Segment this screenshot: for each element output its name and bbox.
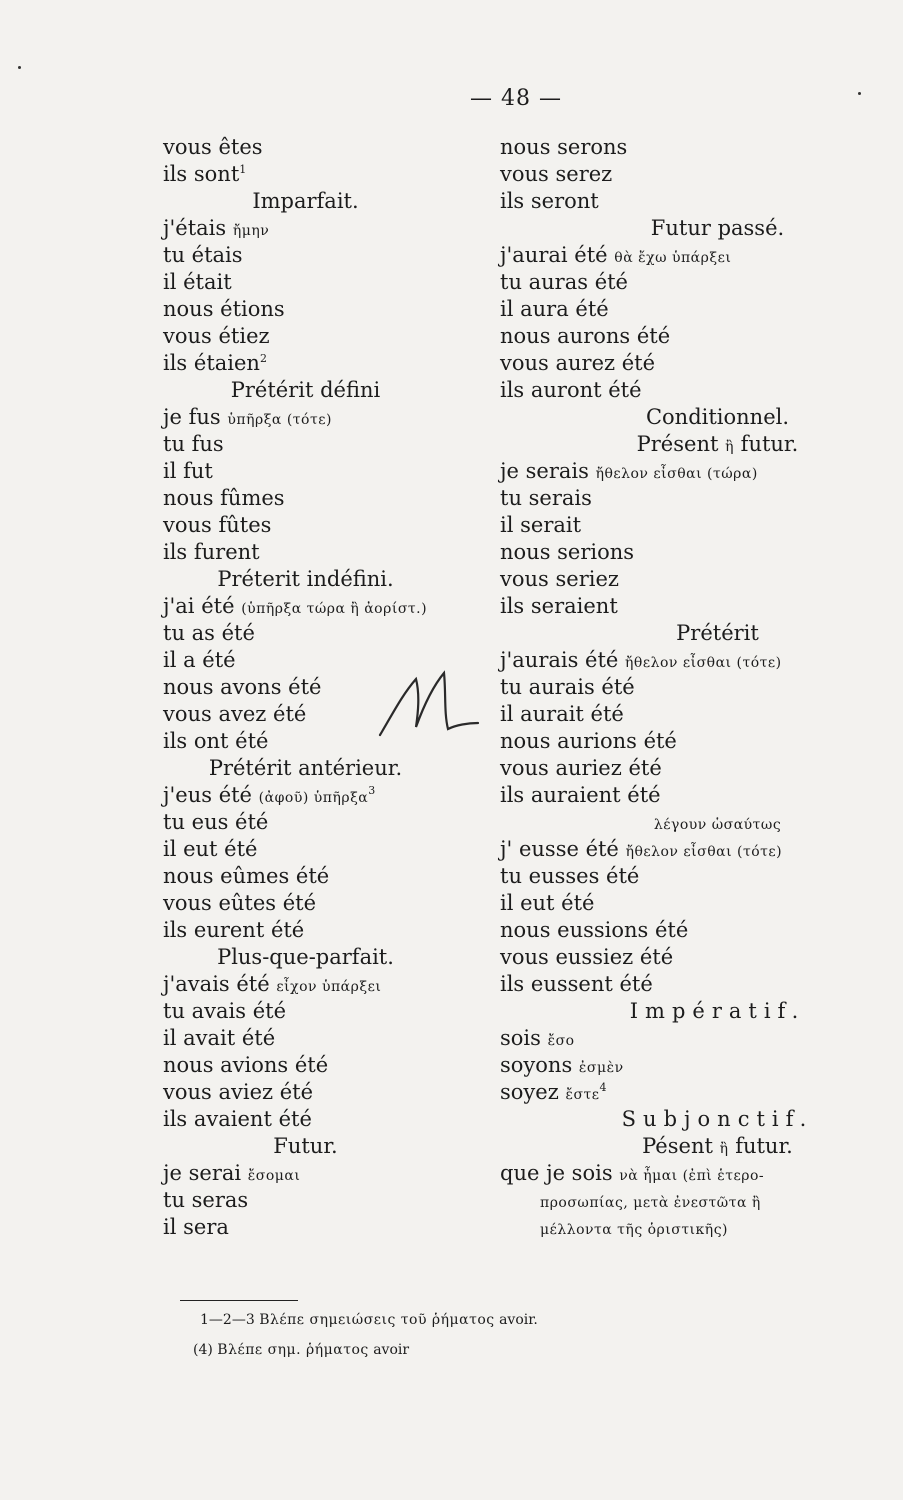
conjugation-line — [500, 377, 880, 404]
section-heading — [163, 188, 543, 215]
french-text: il sera — [163, 1215, 229, 1239]
conjugation-line — [163, 1214, 543, 1241]
greek-continuation — [500, 1187, 880, 1214]
conjugation-line — [163, 836, 543, 863]
greek-translation: ἤθελον εἶσθαι (τότε) — [625, 655, 782, 671]
section-heading — [163, 944, 543, 971]
section-heading — [500, 215, 880, 242]
conjugation-line — [500, 674, 880, 701]
conjugation-line — [163, 134, 543, 161]
conjugation-line — [163, 593, 543, 620]
conjugation-line — [163, 161, 543, 188]
footnote-marker: 3 — [368, 784, 376, 797]
conjugation-line — [163, 512, 543, 539]
conjugation-line — [500, 188, 880, 215]
greek-translation: θὰ ἔχω ὑπάρξει — [614, 250, 732, 266]
conjugation-line — [163, 1079, 543, 1106]
french-text: tu seras — [163, 1188, 249, 1212]
conjugation-line — [163, 485, 543, 512]
conjugation-line — [500, 836, 880, 863]
conjugation-line — [500, 863, 880, 890]
french-text: tu as été — [163, 621, 255, 645]
heading-text: futur. — [740, 432, 799, 456]
section-heading — [163, 1133, 543, 1160]
conjugation-line — [163, 539, 543, 566]
conjugation-line — [163, 1052, 543, 1079]
french-text: il eut été — [500, 891, 595, 915]
section-heading — [500, 620, 880, 647]
french-text: nous fûmes — [163, 486, 285, 510]
greek-translation: ἤμην — [232, 223, 270, 239]
conjugation-line — [163, 431, 543, 458]
section-heading — [163, 377, 543, 404]
conjugation-line — [500, 1160, 880, 1187]
conjugation-line — [163, 323, 543, 350]
french-text: ils seront — [500, 189, 599, 213]
french-text: vous serez — [500, 162, 613, 186]
footnote-rule — [180, 1300, 298, 1301]
footnote-marker: 4 — [599, 1081, 607, 1094]
conjugation-line — [500, 296, 880, 323]
greek-text: μέλλοντα τῆς ὁριστικῆς) — [540, 1222, 728, 1238]
conjugation-line — [500, 944, 880, 971]
conjugation-line — [163, 647, 543, 674]
conjugation-line — [500, 890, 880, 917]
conjugation-line — [500, 1025, 880, 1052]
conjugation-line — [500, 917, 880, 944]
greek-text: λέγουν ὡσαύτως — [653, 817, 782, 833]
conjugation-line — [163, 890, 543, 917]
left-column — [163, 134, 543, 1241]
conjugation-line — [500, 755, 880, 782]
greek-translation: ἤθελον εἶσθαι (τότε) — [625, 844, 783, 860]
greek-translation: (ὑπῆρξα τώρα ἢ ἀορίστ.) — [241, 601, 428, 617]
page-number: — 48 — — [470, 86, 562, 111]
french-text: vous auriez été — [500, 756, 662, 780]
french-text: Pésent — [642, 1134, 713, 1158]
section-heading — [500, 1106, 880, 1133]
french-text: vous étiez — [163, 324, 270, 348]
french-text: je fus — [163, 405, 221, 429]
french-text: nous avions été — [163, 1053, 329, 1077]
conjugation-line — [500, 728, 880, 755]
french-text: nous étions — [163, 297, 285, 321]
greek-text: προσωπίας, μετὰ ἐνεστῶτα ἢ — [540, 1195, 761, 1211]
french-text: tu étais — [163, 243, 243, 267]
greek-translation: (ἀφοῦ) ὑπῆρξα — [258, 790, 369, 806]
french-text: ils avaient été — [163, 1107, 312, 1131]
section-heading — [500, 1133, 880, 1160]
conjugation-line — [163, 917, 543, 944]
conjugation-line — [500, 512, 880, 539]
french-text: soyons — [500, 1053, 573, 1077]
french-text: nous avons été — [163, 675, 322, 699]
conjugation-line — [163, 863, 543, 890]
french-text: tu eusses été — [500, 864, 640, 888]
conjugation-line — [163, 998, 543, 1025]
conjugation-line — [163, 350, 543, 377]
conjugation-line — [500, 1052, 880, 1079]
french-text: ils ont été — [163, 729, 269, 753]
french-text: Prétérit antérieur. — [208, 756, 403, 780]
french-text: Préterit indéfini. — [217, 567, 394, 591]
greek-translation: εἶχον ὑπάρξει — [276, 979, 382, 995]
greek-translation: ἔστε — [565, 1087, 600, 1103]
greek-translation: νὰ ἦμαι (ἐπὶ ἑτερο- — [619, 1168, 765, 1184]
speck — [858, 92, 861, 95]
french-text: vous aviez été — [163, 1080, 314, 1104]
french-text: il eut été — [163, 837, 258, 861]
french-text: nous eussions été — [500, 918, 689, 942]
section-heading — [163, 755, 543, 782]
greek-translation: ἢ — [725, 439, 734, 455]
conjugation-line — [163, 296, 543, 323]
conjugation-line — [163, 404, 543, 431]
french-text: Imparfait. — [252, 189, 359, 213]
conjugation-line — [163, 1160, 543, 1187]
french-text: vous fûtes — [163, 513, 272, 537]
greek-continuation — [500, 1214, 880, 1241]
french-text: tu auras été — [500, 270, 628, 294]
french-text: que je sois — [500, 1161, 613, 1185]
heading-text: Impératif. — [629, 999, 806, 1023]
french-text: ils eurent été — [163, 918, 305, 942]
conjugation-line — [163, 701, 543, 728]
french-text: il aura été — [500, 297, 609, 321]
french-text: ils sont — [163, 162, 240, 186]
french-text: sois — [500, 1026, 541, 1050]
french-text: j'aurai été — [500, 243, 608, 267]
french-text: Conditionnel. — [645, 405, 790, 429]
french-text: il avait été — [163, 1026, 276, 1050]
section-heading — [500, 404, 880, 431]
heading-text: Subjonctif. — [621, 1107, 814, 1131]
french-text: ils seraient — [500, 594, 618, 618]
french-text: Futur. — [273, 1134, 338, 1158]
footnote-marker: 1 — [239, 163, 247, 176]
french-text: il aurait été — [500, 702, 624, 726]
french-text: je serai — [163, 1161, 242, 1185]
conjugation-line — [163, 809, 543, 836]
conjugation-line — [163, 674, 543, 701]
french-text: vous avez été — [163, 702, 307, 726]
conjugation-line — [163, 782, 543, 809]
section-heading — [163, 566, 543, 593]
conjugation-line — [500, 242, 880, 269]
conjugation-line — [500, 647, 880, 674]
french-text: tu fus — [163, 432, 224, 456]
french-text: il était — [163, 270, 232, 294]
french-text: j'avais été — [163, 972, 270, 996]
footnote-1: 1—2—3 Βλέπε σημειώσεις τοῦ ῥήματος avoir. — [200, 1312, 538, 1328]
greek-translation: ἔσο — [547, 1033, 575, 1049]
french-text: vous seriez — [500, 567, 619, 591]
conjugation-line — [500, 782, 880, 809]
conjugation-line — [163, 728, 543, 755]
french-text: Futur passé. — [650, 216, 785, 240]
conjugation-line — [500, 701, 880, 728]
conjugation-line — [163, 242, 543, 269]
handwritten-mark-icon — [372, 665, 482, 745]
right-column — [500, 134, 880, 1241]
french-text: j'ai été — [163, 594, 235, 618]
french-text: Prétérit défini — [230, 378, 381, 402]
greek-translation: ὑπῆρξα (τότε) — [227, 412, 332, 428]
french-text: il fut — [163, 459, 213, 483]
french-text: j'étais — [163, 216, 227, 240]
section-heading — [500, 998, 880, 1025]
french-text: j'aurais été — [500, 648, 619, 672]
french-text: ils auront été — [500, 378, 642, 402]
french-text: tu avais été — [163, 999, 287, 1023]
conjugation-line — [500, 161, 880, 188]
greek-translation: ἐσμὲν — [578, 1060, 624, 1076]
french-text: nous serons — [500, 135, 628, 159]
french-text: nous eûmes été — [163, 864, 330, 888]
conjugation-line — [163, 971, 543, 998]
conjugation-line — [500, 566, 880, 593]
french-text: ils furent — [163, 540, 260, 564]
conjugation-line — [163, 620, 543, 647]
french-text: Prétérit — [676, 621, 759, 645]
heading-text: futur. — [735, 1134, 793, 1158]
french-text: nous serions — [500, 540, 635, 564]
conjugation-line — [500, 539, 880, 566]
speck — [18, 66, 21, 69]
french-text: vous eussiez été — [500, 945, 674, 969]
french-text: vous êtes — [163, 135, 263, 159]
french-text: nous aurons été — [500, 324, 671, 348]
french-text: j'eus été — [163, 783, 252, 807]
conjugation-line — [500, 593, 880, 620]
conjugation-line — [163, 1187, 543, 1214]
french-text: ils eussent été — [500, 972, 653, 996]
french-text: vous aurez été — [500, 351, 656, 375]
french-text: tu eus été — [163, 810, 269, 834]
conjugation-line — [500, 1079, 880, 1106]
footnote-2: (4) Βλέπε σημ. ῥήματος avoir — [193, 1342, 410, 1358]
french-text: soyez — [500, 1080, 559, 1104]
french-text: j' eusse été — [500, 837, 619, 861]
section-heading — [500, 809, 880, 836]
french-text: Plus-que-parfait. — [217, 945, 394, 969]
french-text: ils étaien — [163, 351, 260, 375]
conjugation-line — [163, 1025, 543, 1052]
french-text: Présent — [636, 432, 719, 456]
greek-translation: ἤθελον εἶσθαι (τώρα) — [595, 466, 758, 482]
conjugation-line — [163, 269, 543, 296]
conjugation-line — [163, 1106, 543, 1133]
french-text: tu aurais été — [500, 675, 635, 699]
section-heading — [500, 431, 880, 458]
french-text: je serais — [500, 459, 589, 483]
french-text: vous eûtes été — [163, 891, 317, 915]
conjugation-line — [500, 458, 880, 485]
conjugation-line — [163, 215, 543, 242]
conjugation-line — [500, 323, 880, 350]
conjugation-line — [500, 134, 880, 161]
french-text: ils auraient été — [500, 783, 661, 807]
greek-translation: ἢ — [719, 1141, 729, 1157]
french-text: nous aurions été — [500, 729, 677, 753]
greek-translation: ἔσομαι — [247, 1168, 301, 1184]
french-text: tu serais — [500, 486, 592, 510]
conjugation-line — [500, 269, 880, 296]
conjugation-line — [500, 485, 880, 512]
french-text: il serait — [500, 513, 582, 537]
conjugation-line — [500, 971, 880, 998]
conjugation-line — [500, 350, 880, 377]
french-text: il a été — [163, 648, 236, 672]
footnote-marker: 2 — [259, 352, 267, 365]
conjugation-line — [163, 458, 543, 485]
